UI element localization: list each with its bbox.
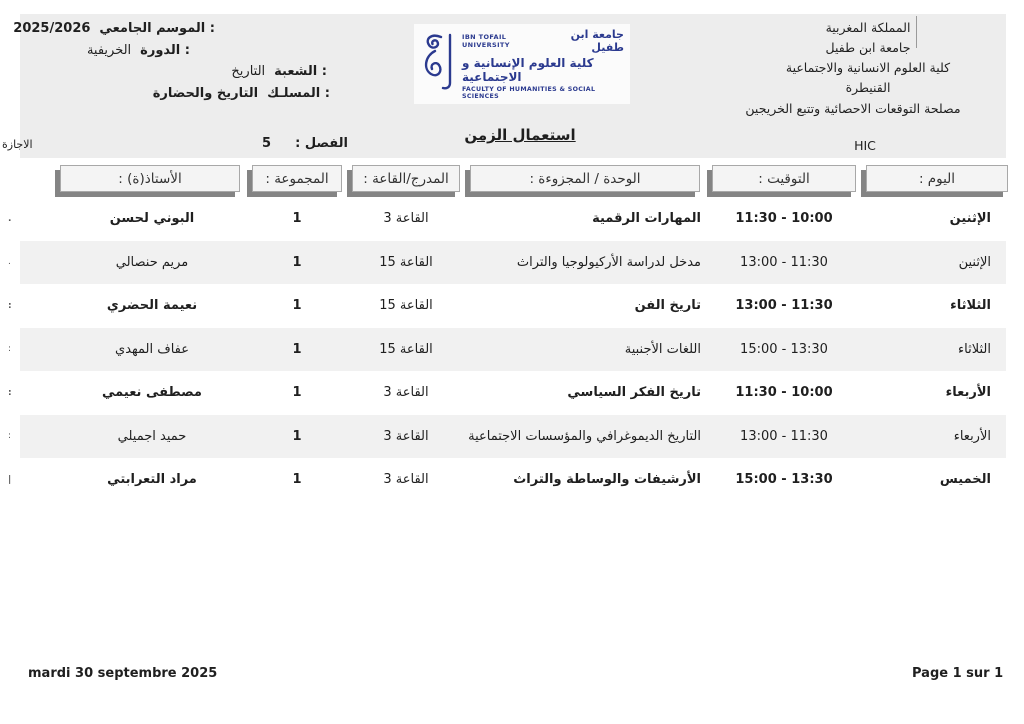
column-header-unit: الوحدة / المجزوءة : bbox=[470, 165, 700, 192]
unit-cell: المهارات الرقمية bbox=[592, 211, 701, 227]
room-cell: القاعة 15 bbox=[379, 341, 433, 357]
logo-ar-faculty: كلية العلوم الإنسانية و الاجتماعية bbox=[462, 56, 594, 84]
edge-mark: : bbox=[8, 300, 12, 311]
timetable-row bbox=[8, 241, 1006, 285]
semester-value: 5 bbox=[262, 136, 272, 151]
day-cell: الثلاثاء bbox=[950, 298, 991, 314]
time-cell: 13:30 - 15:00 bbox=[735, 472, 833, 488]
time-cell: 10:00 - 11:30 bbox=[735, 385, 833, 401]
logo-mark-icon bbox=[420, 31, 458, 97]
session-value: الخريفية bbox=[86, 43, 132, 58]
time-cell: 11:30 - 13:00 bbox=[740, 428, 828, 444]
column-header-time: التوقيت : bbox=[712, 165, 856, 192]
timetable-row bbox=[8, 284, 1006, 328]
track-line bbox=[153, 86, 330, 101]
service-line: مصلحة التوقعات الاحصائية وتتبع الخريجين bbox=[745, 101, 961, 116]
room-cell: القاعة 3 bbox=[383, 428, 429, 444]
branch-label: الشعبة : bbox=[274, 64, 327, 79]
time-cell: 10:00 - 11:30 bbox=[735, 211, 833, 227]
university-line: جامعة ابن طفيل bbox=[825, 40, 911, 55]
season-label: الموسم الجامعي : bbox=[99, 21, 215, 36]
logo-ar-name: جامعة ابن طفيل bbox=[570, 28, 624, 54]
timetable-row bbox=[8, 328, 1006, 372]
season-value: 2025/2026 bbox=[13, 21, 91, 36]
edge-mark: : bbox=[8, 387, 12, 398]
group-cell: 1 bbox=[292, 472, 302, 488]
track-value: التاريخ والحضارة bbox=[152, 86, 259, 101]
day-cell: الثلاثاء bbox=[958, 341, 991, 357]
logo-line1 bbox=[462, 28, 624, 54]
timetable-row bbox=[8, 415, 1006, 459]
kingdom-line: المملكة المغربية bbox=[825, 20, 911, 35]
faculty-line: كلية العلوم الانسانية والاجتماعية bbox=[785, 60, 951, 75]
logo-en-faculty: FACULTY OF HUMANITIES & SOCIAL SCIENCES bbox=[462, 86, 596, 100]
teacher-cell: عفاف المهدي bbox=[115, 341, 189, 357]
page-title: استعمال الزمن bbox=[464, 126, 576, 144]
group-cell: 1 bbox=[292, 341, 302, 357]
institution-block bbox=[730, 18, 1006, 98]
footer-date: mardi 30 septembre 2025 bbox=[28, 666, 218, 681]
day-cell: الإثنين bbox=[949, 211, 991, 227]
day-cell: الأربعاء bbox=[953, 428, 991, 444]
branch-value: التاريخ bbox=[231, 64, 266, 79]
column-header-group: المجموعة : bbox=[252, 165, 342, 192]
day-cell: الإثنين bbox=[958, 254, 991, 270]
unit-cell: التاريخ الديموغرافي والمؤسسات الاجتماعية bbox=[468, 428, 701, 444]
group-cell: 1 bbox=[292, 254, 302, 270]
teacher-cell: مراد التعرابتي bbox=[107, 472, 197, 488]
academic-season-line bbox=[13, 21, 215, 36]
day-cell: الأربعاء bbox=[945, 385, 991, 401]
semester-label: الفصل : bbox=[295, 136, 348, 151]
branch-line bbox=[231, 64, 327, 79]
timetable-row bbox=[8, 458, 1006, 502]
group-cell: 1 bbox=[292, 298, 302, 314]
edge-mark: . bbox=[8, 257, 11, 268]
footer-page-number: Page 1 sur 1 bbox=[912, 666, 1004, 681]
room-cell: القاعة 15 bbox=[379, 298, 433, 314]
logo-en-name: IBN TOFAIL UNIVERSITY bbox=[462, 33, 510, 49]
logo-text-block bbox=[462, 28, 624, 100]
group-cell: 1 bbox=[292, 211, 302, 227]
column-header-teacher: الأستاذ(ة) : bbox=[60, 165, 240, 192]
teacher-cell: نعيمة الحضري bbox=[106, 298, 198, 314]
track-label: المسلـك : bbox=[267, 86, 330, 101]
edge-mark: : bbox=[8, 431, 12, 442]
time-cell: 11:30 - 13:00 bbox=[735, 298, 833, 314]
unit-cell: تاريخ الفن bbox=[634, 298, 701, 314]
timetable-row bbox=[8, 197, 1006, 241]
group-cell: 1 bbox=[292, 385, 302, 401]
time-cell: 11:30 - 13:00 bbox=[740, 254, 828, 270]
session-line bbox=[87, 43, 190, 58]
room-cell: القاعة 15 bbox=[379, 254, 433, 270]
degree-label: الاجازة bbox=[2, 138, 33, 151]
edge-mark: : bbox=[8, 344, 12, 355]
timetable-row bbox=[8, 371, 1006, 415]
teacher-cell: حميد اجميلي bbox=[117, 428, 187, 444]
teacher-cell: مريم حنصالي bbox=[115, 254, 189, 270]
teacher-cell: البوني لحسن bbox=[109, 211, 195, 227]
column-header-day: اليوم : bbox=[866, 165, 1008, 192]
group-cell: 1 bbox=[292, 428, 302, 444]
unit-cell: اللغات الأجنبية bbox=[624, 341, 701, 357]
unit-cell: الأرشيفات والوساطة والتراث bbox=[513, 472, 701, 488]
room-cell: القاعة 3 bbox=[383, 472, 429, 488]
room-cell: القاعة 3 bbox=[383, 385, 429, 401]
university-logo bbox=[414, 24, 630, 104]
city-line: القنيطرة bbox=[845, 80, 891, 95]
column-header-room: المدرج/القاعة : bbox=[352, 165, 460, 192]
department-code: HIC bbox=[854, 138, 876, 153]
room-cell: القاعة 3 bbox=[383, 211, 429, 227]
edge-mark: | bbox=[8, 474, 12, 485]
time-cell: 13:30 - 15:00 bbox=[740, 341, 828, 357]
edge-mark: . bbox=[8, 213, 12, 224]
unit-cell: مدخل لدراسة الأركيولوجيا والتراث bbox=[516, 254, 701, 270]
unit-cell: تاريخ الفكر السياسي bbox=[567, 385, 701, 401]
teacher-cell: مصطفى نعيمي bbox=[102, 385, 202, 401]
session-label: الدورة : bbox=[140, 43, 190, 58]
day-cell: الخميس bbox=[939, 472, 991, 488]
